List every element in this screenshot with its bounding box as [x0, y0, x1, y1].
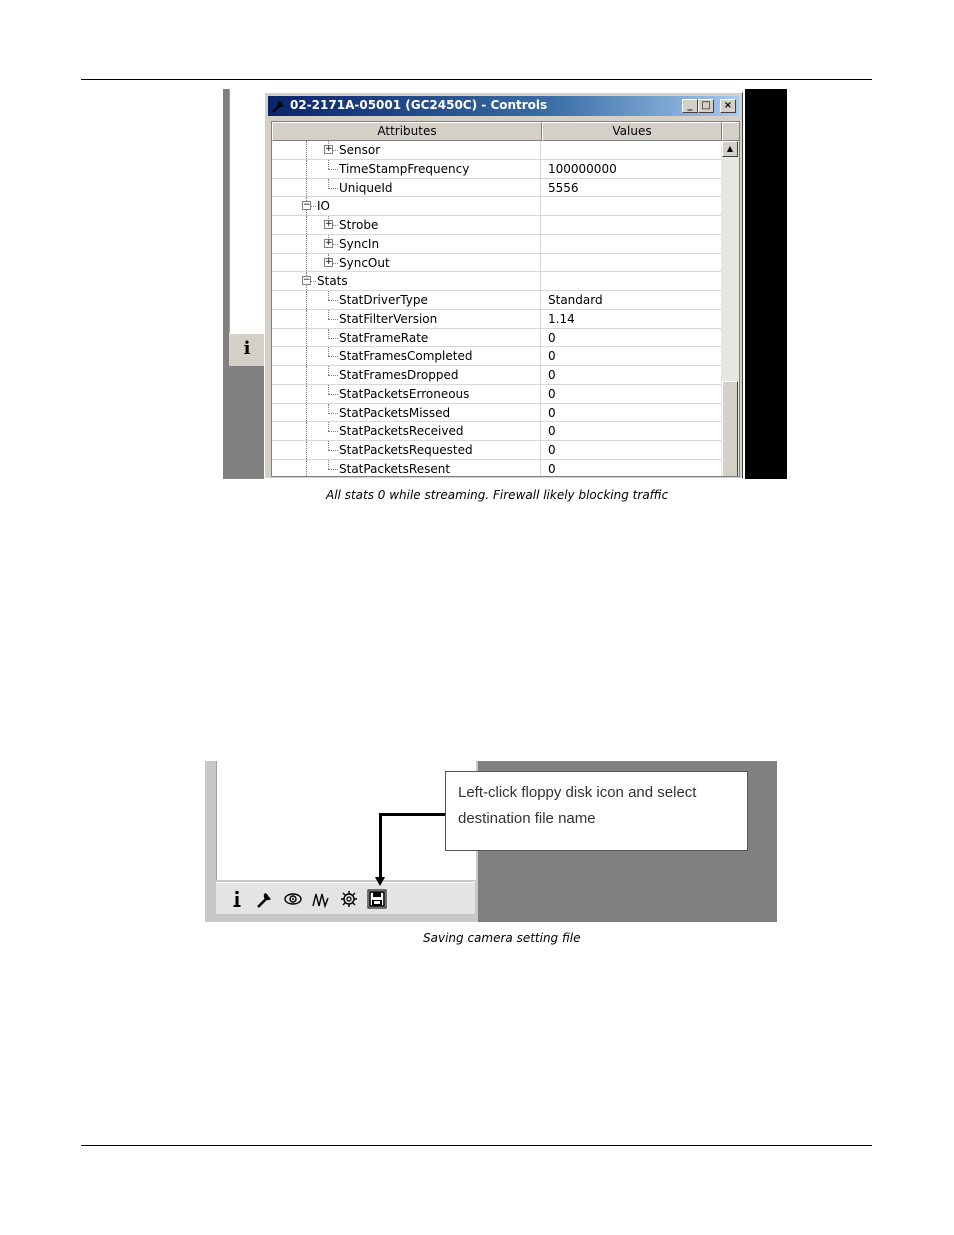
arrow-head-icon — [375, 877, 385, 886]
attribute-value: 0 — [548, 443, 556, 457]
wrench-icon — [271, 98, 287, 114]
histogram-icon[interactable] — [310, 888, 332, 910]
save-settings-screenshot — [205, 761, 777, 922]
attribute-name: StatPacketsMissed — [339, 405, 451, 420]
attribute-value: 0 — [548, 330, 556, 345]
gear-icon[interactable] — [338, 888, 360, 910]
vertical-scrollbar[interactable] — [721, 141, 739, 477]
attribute-name: StatFramesDropped — [339, 368, 459, 382]
table-row[interactable] — [272, 141, 721, 160]
attribute-name: Sensor — [339, 143, 381, 157]
column-header-values[interactable]: Values — [542, 122, 722, 141]
attribute-name: TimeStampFrequency — [339, 161, 470, 176]
attribute-name: UniqueId — [339, 180, 393, 195]
attribute-rows — [272, 141, 721, 477]
attribute-grid — [271, 121, 740, 477]
attribute-name: StatPacketsResent — [339, 461, 451, 476]
figure1-caption: All stats 0 while streaming. Firewall likely blocking traffic — [326, 488, 669, 502]
table-row[interactable] — [272, 422, 721, 441]
top-rule — [81, 79, 872, 80]
table-row[interactable] — [272, 310, 721, 329]
left-panel — [223, 89, 264, 479]
title-bar[interactable] — [268, 96, 739, 116]
column-header-attributes[interactable]: Attributes — [272, 122, 542, 141]
callout-text: Left-click floppy disk icon and select destination file name — [458, 784, 697, 827]
collapse-icon[interactable]: − — [303, 275, 311, 286]
viewer-toolbar — [216, 882, 475, 914]
table-row[interactable] — [272, 179, 721, 198]
minimize-button[interactable]: _ — [682, 99, 698, 113]
table-row[interactable] — [272, 385, 721, 404]
attribute-value: 100000000 — [548, 161, 617, 176]
attribute-name: StatFrameRate — [339, 330, 429, 345]
attribute-value: 0 — [548, 349, 556, 364]
controls-window — [264, 92, 743, 479]
table-row[interactable] — [272, 216, 721, 235]
table-row[interactable] — [272, 329, 721, 348]
attribute-name: StatDriverType — [339, 293, 428, 307]
window-title: 02-2171A-05001 (GC2450C) - Controls — [290, 98, 548, 112]
controls-screenshot — [223, 89, 787, 479]
table-row[interactable] — [272, 441, 721, 460]
info-icon[interactable]: i — [243, 338, 251, 359]
table-row[interactable] — [272, 366, 721, 385]
attribute-name: SyncOut — [339, 255, 390, 270]
table-row[interactable] — [272, 197, 721, 216]
attribute-value: 1.14 — [548, 311, 575, 326]
table-row[interactable] — [272, 272, 721, 291]
attribute-name: Strobe — [339, 218, 379, 232]
attribute-value: 0 — [548, 424, 556, 439]
expand-icon[interactable]: + — [325, 219, 333, 229]
close-button[interactable]: × — [720, 99, 736, 113]
table-row[interactable] — [272, 254, 721, 273]
table-row[interactable] — [272, 404, 721, 423]
attribute-name: StatPacketsRequested — [339, 443, 473, 457]
table-row[interactable] — [272, 460, 721, 477]
attribute-value: 0 — [548, 461, 556, 476]
table-row[interactable] — [272, 291, 721, 310]
attribute-value: Standard — [548, 293, 603, 307]
attribute-value: 5556 — [548, 180, 579, 195]
attribute-name: IO — [317, 199, 330, 214]
figure2-caption: Saving camera setting file — [423, 931, 581, 945]
maximize-button[interactable]: □ — [698, 99, 714, 113]
expand-icon[interactable]: + — [325, 256, 333, 267]
scroll-up-arrow-icon[interactable]: ▲ — [722, 141, 738, 157]
attribute-name: SyncIn — [339, 236, 380, 251]
expand-icon[interactable]: + — [325, 237, 333, 248]
attribute-value: 0 — [548, 386, 556, 401]
attribute-name: StatPacketsErroneous — [339, 386, 470, 401]
attribute-name: Stats — [317, 274, 348, 289]
table-row[interactable] — [272, 160, 721, 179]
callout-box — [445, 771, 748, 851]
attribute-value: 0 — [548, 368, 556, 382]
table-row[interactable] — [272, 235, 721, 254]
wrench-icon[interactable] — [254, 888, 276, 910]
bottom-rule — [81, 1145, 872, 1146]
table-row[interactable] — [272, 347, 721, 366]
attribute-name: StatFilterVersion — [339, 311, 438, 326]
eye-icon[interactable] — [282, 888, 304, 910]
attribute-value: 0 — [548, 405, 556, 420]
attribute-name: StatFramesCompleted — [339, 349, 473, 364]
collapse-icon[interactable]: − — [303, 200, 311, 211]
callout-arrow — [379, 813, 446, 816]
attribute-name: StatPacketsReceived — [339, 424, 464, 439]
info-icon[interactable] — [226, 888, 248, 910]
expand-icon[interactable]: + — [325, 144, 333, 154]
scroll-thumb[interactable] — [722, 381, 738, 477]
floppy-disk-icon[interactable] — [366, 888, 388, 910]
